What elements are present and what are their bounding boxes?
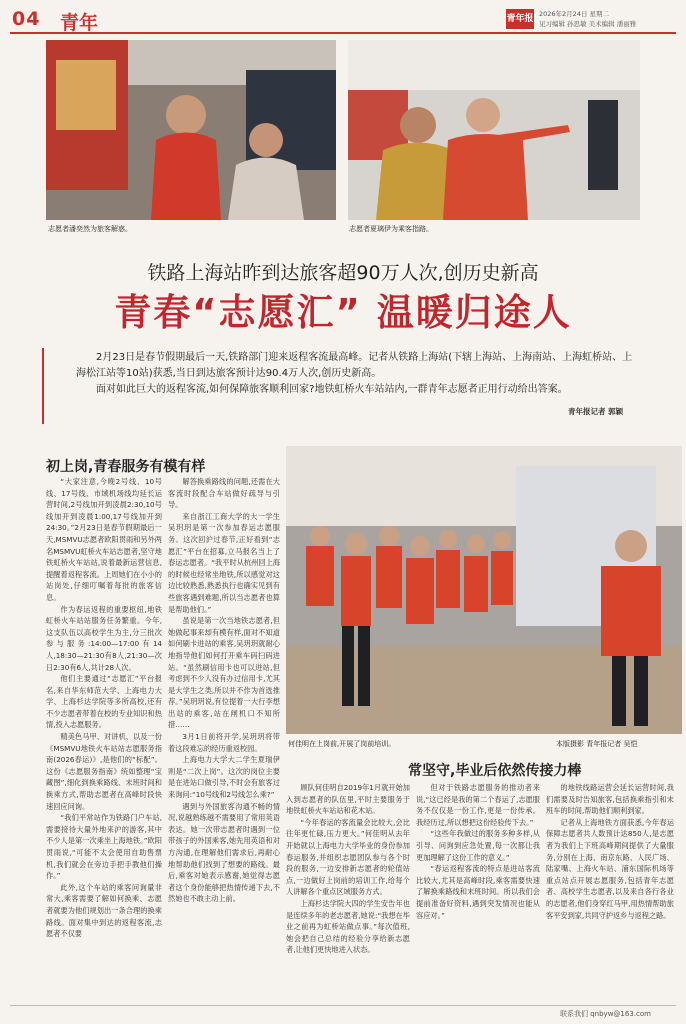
paragraph: 3月1日前将开学,吴玥玥将带着这段难忘的经历重返校园。 [168,732,280,753]
newspaper-logo: 青年报 [506,9,534,29]
paragraph: 顾队何佳明自2019年1月就开始加入到志愿者的队伍里,平时主要服务于地铁虹桥火车站站和花木站。 [286,783,410,816]
paragraph: 上海电力大学大二学生夏瑞伊则是“二次上岗”。这次的岗位主要是在进站口做引导,不时会有旅客过来询问:“10号线和2号线怎么乘?” [168,755,280,800]
paragraph: 精美色马甲、对讲机、以及一份《MSMVU地铁火车站站志愿服务指南(2026春运)》,是他们的“标配”。这份《志愿服务指南》统如整理“宝藏图”,细化到换乘路线、末班时间和换乘方式,帮助志愿者在高峰时段快速回应问询。 [46,732,162,811]
paragraph: 此外,这个车站的乘客问询量非常大,乘客需要了解如何换乘、志愿者就要为他们规划出一条合理的换乘路线。面对集中到达的返程客流,志愿者不仅要 [46,882,162,939]
paragraph: “今年春运的客流量会比较大,会比往年更忙碌,压力更大。”何佳明从去年开始就以上海电力大学毕业的身份参加春运服务,并组织志愿团队参与各个时段的服务,一边安排新志愿者的轮值站点,一边做好上岗前的培训工作,给每个人讲解各个重点区域服务方式。 [286,817,410,897]
photo-right [348,40,640,220]
photo-bottom-credit: 本版摄影 青年报记者 吴恺 [556,740,638,748]
photo-right-caption: 志愿者夏璃伊为乘客指路。 [349,225,433,233]
paragraph: 但对于铁路志愿服务的推动者来说,“这已经是我的第二个春运了,志愿服务不仅仅是一份工作,更是一份传承。我经历过,所以想把这份经验传下去。” [416,783,540,827]
paragraph: 记者从上海地铁方面获悉,今年春运保障志愿者共人数预计达850人,是志愿者为我们上下班高峰期间提供了大量服务,分别在上海、南京东路、人民广场、陆家嘴、上海火车站、浦东国际机场等重点站点开展志愿服务,包括青年志愿者、高校学生志愿者,以及来自各行各业的志愿者,他们身穿红马甲,用热情帮助旅客平安到家,共同守护返乡与返程之路。 [546,817,674,920]
paragraph: “大家注意,今晚2号线、10号线、17号线、市域机场线均延长运营时间,2号线加开到凌晨2:30,10号线加开到凌晨1:00,17号线加开到24:30。”2月23日是春节假期最后一天,MSMVU志愿者欧阳贯雨和另外两名MSMVU虹桥火车站志愿者,坚守地铁虹桥火车站站,说着最新运营信息,提醒着返程客流。上周她们在小小的站岗处,仔细叮嘱着每批的旅客信息。 [46,477,162,602]
paragraph: 他们主要通过“志愿汇”平台报名,来自华东师范大学、上海电力大学、上海杉达学院等多所高校,还有不少志愿者带着在校的专业知识和热情,投入志愿服务。 [46,674,162,730]
section2-column-3 [546,782,674,1001]
section2-column-2 [416,782,540,1001]
paragraph: 上海杉达学院大四的学生安告年也是连续多年的老志愿者,她说:“我想在毕业之前再为虹桥站做点事。”每次值班,她会把自己总结的经验分享给新志愿者,让他们更快地进入状态。 [286,898,410,955]
paragraph: 解答换乘路线的问题,还需在大客流时段配合车站做好疏导与引导。 [168,477,280,510]
lead-paragraph: 面对如此巨大的返程客流,如何保障旅客顺利回家?地铁虹桥火车站站内,一群青年志愿者正用行动给出答案。 [96,384,568,395]
paragraph: 来自浙江工商大学的大一学生吴玥玥是第一次参加春运志愿服务。这次回沪过春节,正好看到“志愿汇”平台在招募,立马报名当上了春运志愿者。“我平时从杭州回上海的时候也经常坐地铁,所以感觉对这边比较熟悉,熟悉执行也确实见到有些旅客遇到难题,所以当志愿者也算是帮助他们。” [168,511,280,614]
photo-left [46,40,336,220]
paragraph: “春运返程客流的特点是进站客流比较大,尤其是高峰时段,乘客需要快速了解换乘路线和末班时间。所以我们会提前准备好资料,遇到突发情况也能从容应对。” [416,864,540,920]
volunteer-photo-right [348,40,640,220]
lead-text [76,350,642,398]
lead-reporter: 青年报记者 郭颖 [568,407,624,416]
paragraph: “这些年我做过的服务多种多样,从引导、问询到应急处置,每一次都让我更加理解了这份工作的意义。” [416,829,540,862]
paragraph: 的地铁线路运营会延长运营时间,我们需要及时告知旅客,包括换乘指引和末班车的时间,帮助他们顺利到家。 [546,783,674,816]
paragraph: “我们平常站作为铁路门户车站,需要接待大量外地来沪的游客,其中不少人是第一次乘坐上海地铁。”欧阳贯雨说,“可能不太会使用自助售票机,我们就会在旁边手把手教他们操作。” [46,813,162,881]
headline-title: 青春“志愿汇” 温暖归途人 [114,291,572,334]
section-name: 青年 [60,12,99,34]
footer-divider [10,1005,676,1006]
page-number: 04 [12,8,41,30]
header-date: 2026年2月24日 星期二 [539,10,610,18]
section2-column-1 [286,782,410,1001]
section1-column-2 [168,476,280,1001]
header-editors: 见习编辑 孙思敏 美术编辑 潘丽雅 [539,20,637,28]
section2-heading: 常坚守,毕业后依然传接力棒 [408,763,582,779]
footer-contact: 联系我们 qnbyw@163.com [560,1010,651,1018]
photo-bottom [286,446,682,734]
headline-subtitle: 铁路上海站昨到达旅客超90万人次,创历史新高 [147,262,539,284]
paragraph: 遇到与外国旅客沟通不畅的情况,说越熟练越不需要用了常用英语表达。她一次带志愿者时遇到一位带孩子的外国乘客,她先用英语和对方沟通,在理解他们需求后,再耐心地帮助他们找到了想要的路线。最后,乘客对她表示感谢,她觉得志愿者这个身份能够把热情传递下去,不然她也不敢主动上前。 [168,801,280,904]
volunteer-photo-left [46,40,336,220]
training-photo [286,446,682,734]
photo-left-caption: 志愿者潘奕然为旅客解惑。 [48,225,132,233]
paragraph: 作为春运返程的重要枢纽,地铁虹桥火车站站服务任务繁重。今年,这支队伍以高校学生为主,分三批次参与服务:14:00—17:00有14人,18:30—21:30有8人,21:30—次日2:30有6人,共计28人次。 [46,604,162,672]
section1-heading: 初上岗,青春服务有模有样 [46,459,206,475]
photo-bottom-caption: 何佳明在上岗前,开展了岗前培训。 [288,740,396,748]
header-info [539,9,636,29]
paragraph: 虽说是第一次当地铁志愿者,但她做起事来却有模有样,面对不知道如何刷卡进站的乘客,吴玥玥就耐心地指导他们如何打开乘车码扫码进站。“虽然刷信用卡也可以进站,但考虑到不少人没有办过信用卡,尤其是大学生之类,所以并不作为首选推荐。”吴玥玥说,有位提着一大行李想出站的乘客,站在闸机口不知所措…… [168,616,280,730]
lead-paragraph: 2月23日是春节假期最后一天,铁路部门迎来返程客流最高峰。记者从铁路上海站(下辖上海站、上海南站、上海虹桥站、上海松江站等10站)获悉,当日到达旅客预计达90.4万人次,创历史新高。 [76,352,633,379]
section1-column-1 [46,476,162,1001]
